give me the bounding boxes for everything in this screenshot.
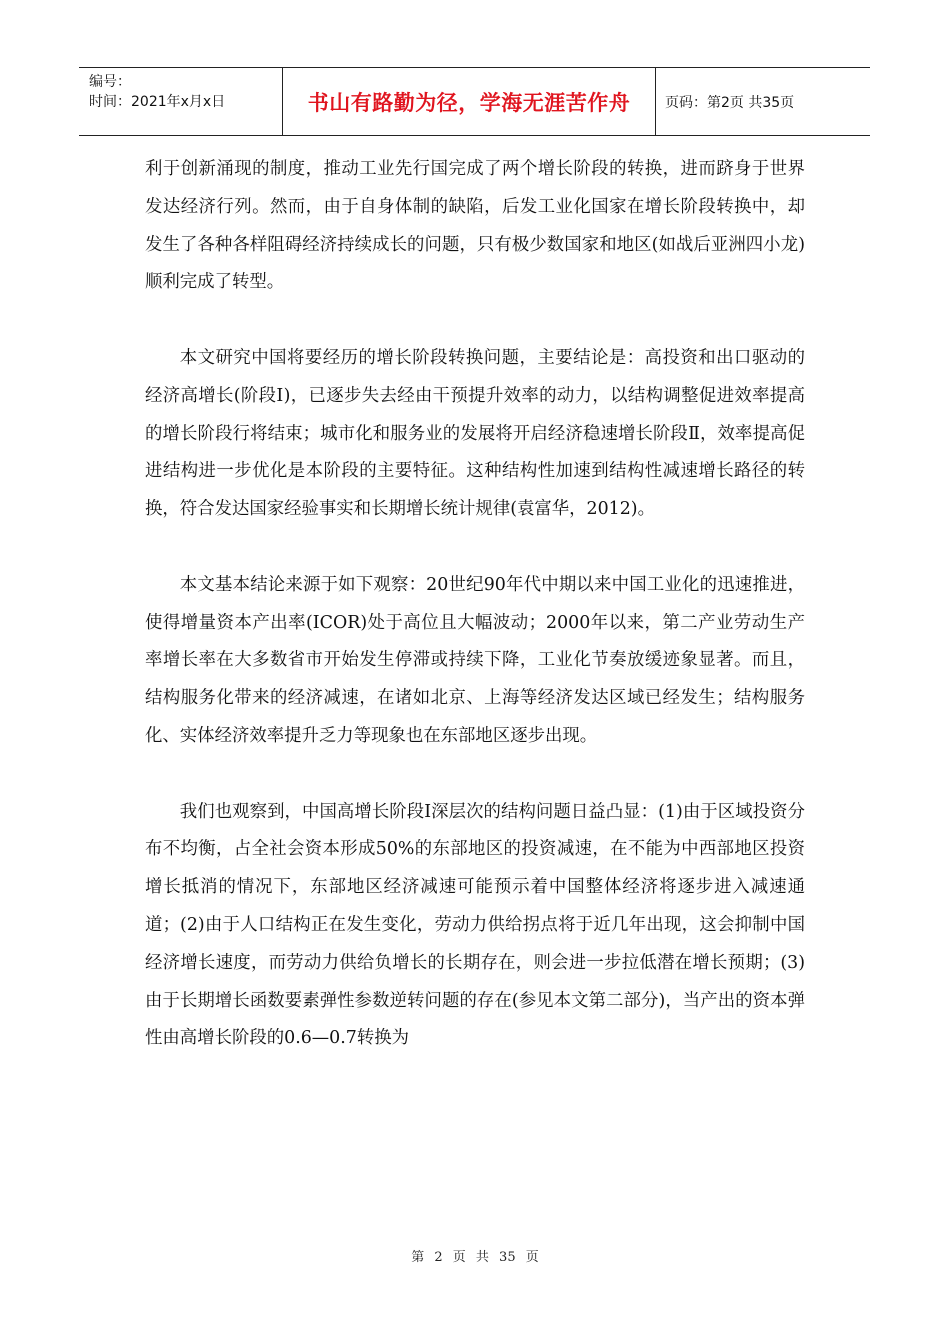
header-page-info: 页码：第2页 共35页 <box>665 94 795 111</box>
header-motto: 书山有路勤为径，学海无涯苦作舟 <box>283 68 656 135</box>
page-header <box>79 67 870 136</box>
paragraph: 本文基本结论来源于如下观察：20世纪90年代中期以来中国工业化的迅速推进，使得增量资本产出率(ICOR)处于高位且大幅波动；2000年以来，第二产业劳动生产率增长率在大多数省市开始发生停滞或持续下降，工业化节奏放缓迹象显著。而且，结构服务化带来的经济减速，在诸如北京、上海等经济发达区域已经发生；结构服务化、实体经济效率提升乏力等现象也在东部地区逐步出现。 <box>145 574 805 746</box>
document-body <box>145 151 805 1096</box>
paragraph: 利于创新涌现的制度，推动工业先行国完成了两个增长阶段的转换，进而跻身于世界发达经济行列。然而，由于自身体制的缺陷，后发工业化国家在增长阶段转换中，却发生了各种各样阻碍经济持续成长的问题，只有极少数国家和地区(如战后亚洲四小龙)顺利完成了转型。 <box>145 159 805 293</box>
document-date: 时间：2021年x月x日 <box>89 94 226 110</box>
paragraph: 本文研究中国将要经历的增长阶段转换问题，主要结论是：高投资和出口驱动的经济高增长(阶段Ⅰ)，已逐步失去经由干预提升效率的动力，以结构调整促进效率提高的增长阶段行将结束；城市化和服务业的发展将开启经济稳速增长阶段Ⅱ，效率提高促进结构进一步优化是本阶段的主要特征。这种结构性加速到结构性减速增长路径的转换，符合发达国家经验事实和长期增长统计规律(袁富华，2012)。 <box>145 347 805 520</box>
paragraph: 我们也观察到，中国高增长阶段Ⅰ深层次的结构问题日益凸显：(1)由于区域投资分布不均衡，占全社会资本形成50%的东部地区的投资减速，在不能为中西部地区投资增长抵消的情况下，东部地区经济减速可能预示着中国整体经济将逐步进入减速通道；(2)由于人口结构正在发生变化，劳动力供给拐点将于近几年出现，这会抑制中国经济增长速度，而劳动力供给负增长的长期存在，则会进一步拉低潜在增长预期；(3)由于长期增长函数要素弹性参数逆转问题的存在(参见本文第二部分)，当产出的资本弹性由高增长阶段的0.6—0.7转换为 <box>145 801 805 1049</box>
header-meta <box>79 68 283 135</box>
page-footer: 第 2 页 共 35 页 <box>411 1250 539 1265</box>
document-number-label: 编号： <box>89 74 131 90</box>
